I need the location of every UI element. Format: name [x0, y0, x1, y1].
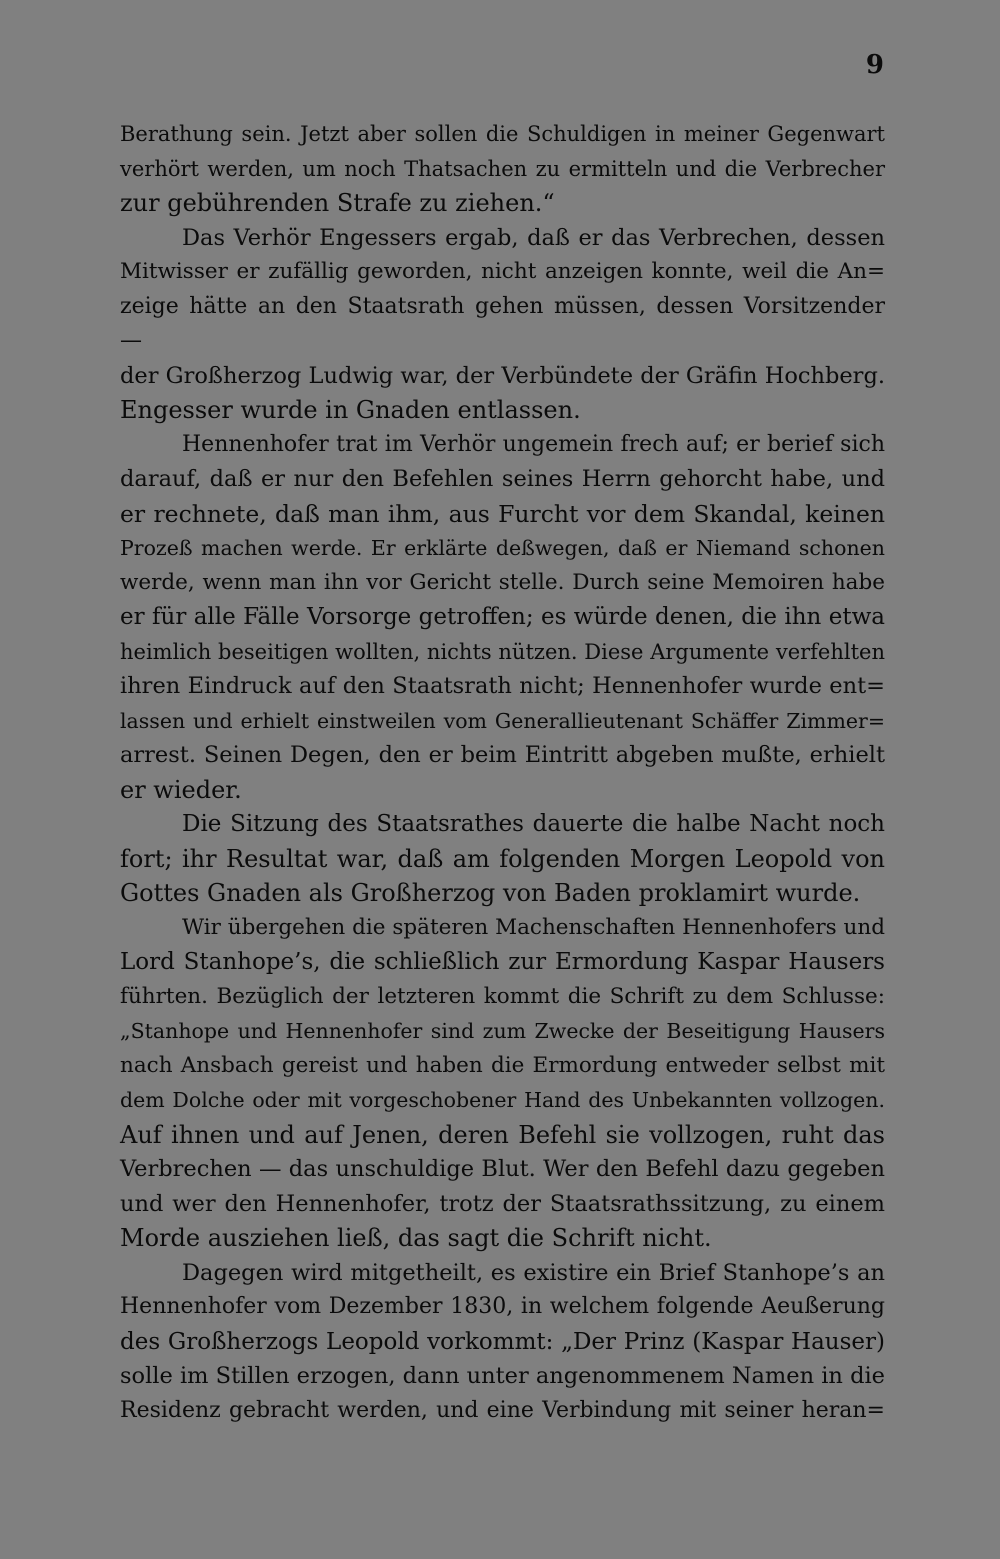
text-line: er rechnete, daß man ihm, aus Furcht vor dem Skandal, keinen [120, 499, 885, 528]
text-line: Auf ihnen und auf Jenen, deren Befehl sie vollzogen, ruht das [120, 1120, 885, 1149]
text-line: Engesser wurde in Gnaden entlassen. [120, 396, 581, 424]
text-line: des Großherzogs Leopold vorkommt: „Der Prinz (Kaspar Hauser) [120, 1328, 885, 1355]
text-line: Dagegen wird mitgetheilt, es existire ein Brief Stanhope’s an [182, 1259, 885, 1286]
text-line: „Stanhope und Hennenhofer sind zum Zwecke der Beseitigung Hausers [120, 1019, 885, 1043]
text-line: Hennenhofer trat im Verhör ungemein frech auf; er berief sich [182, 431, 885, 457]
text-line: fort; ihr Resultat war, daß am folgenden Morgen Leopold von [120, 844, 885, 873]
text-line: Die Sitzung des Staatsrathes dauerte die halbe Nacht noch [182, 811, 885, 837]
text-line: verhört werden, um noch Thatsachen zu ermitteln und die Verbrecher [120, 156, 885, 181]
text-line: Hennenhofer vom Dezember 1830, in welchem folgende Aeußerung [120, 1294, 885, 1319]
text-line: ihren Eindruck auf den Staatsrath nicht; Hennenhofer wurde ent= [120, 673, 885, 699]
text-line: Lord Stanhope’s, die schließlich zur Ermordung Kaspar Hausers [120, 949, 885, 975]
text-line: und wer den Hennenhofer, trotz der Staatsrathssitzung, zu einem [120, 1190, 885, 1217]
text-line: arrest. Seinen Degen, den er beim Eintritt abgeben mußte, erhielt [120, 742, 885, 768]
text-line: solle im Stillen erzogen, dann unter angenommenem Namen in die [120, 1363, 885, 1389]
text-line: Verbrechen — das unschuldige Blut. Wer den Befehl dazu gegeben [120, 1156, 885, 1182]
text-line: zur gebührenden Strafe zu ziehen.“ [120, 189, 555, 217]
text-line: zeige hätte an den Staatsrath gehen müssen, dessen Vorsitzender — [120, 293, 885, 353]
text-line: Residenz gebracht werden, und eine Verbindung mit seiner heran= [120, 1397, 885, 1423]
text-line: heimlich beseitigen wollten, nichts nützen. Diese Argumente verfehlten [120, 639, 885, 664]
text-line: darauf, daß er nur den Befehlen seines Herrn gehorcht habe, und [120, 466, 885, 492]
text-line: Gottes Gnaden als Großherzog von Baden proklamirt wurde. [120, 879, 861, 907]
text-line: nach Ansbach gereist und haben die Ermordung entweder selbst mit [120, 1052, 885, 1078]
text-line: Das Verhör Engessers ergab, daß er das Verbrechen, dessen [182, 224, 885, 251]
text-line: Mitwisser er zufällig geworden, nicht anzeigen konnte, weil die An= [120, 259, 885, 284]
text-line: er für alle Fälle Vorsorge getroffen; es würde denen, die ihn etwa [120, 604, 885, 630]
body-text [120, 117, 885, 1428]
text-line: werde, wenn man ihn vor Gericht stelle. Durch seine Memoiren habe [120, 569, 885, 595]
text-line: lassen und erhielt einstweilen vom Generallieutenant Schäffer Zimmer= [120, 708, 885, 733]
text-line: Morde ausziehen ließ, das sagt die Schrift nicht. [120, 1224, 712, 1252]
text-line: Wir übergehen die späteren Machenschaften Hennenhofers und [182, 914, 885, 940]
text-line: führten. Bezüglich der letzteren kommt die Schrift zu dem Schlusse: [120, 983, 885, 1009]
page-number: 9 [865, 50, 884, 80]
text-line: Berathung sein. Jetzt aber sollen die Schuldigen in meiner Gegenwart [120, 122, 885, 146]
text-line: dem Dolche oder mit vorgeschobener Hand des Unbekannten vollzogen. [120, 1088, 885, 1112]
text-line: der Großherzog Ludwig war, der Verbündete der Gräfin Hochberg. [120, 362, 885, 389]
text-line: er wieder. [120, 775, 242, 804]
text-line: Prozeß machen werde. Er erklärte deßwegen, daß er Niemand schonen [120, 536, 885, 560]
